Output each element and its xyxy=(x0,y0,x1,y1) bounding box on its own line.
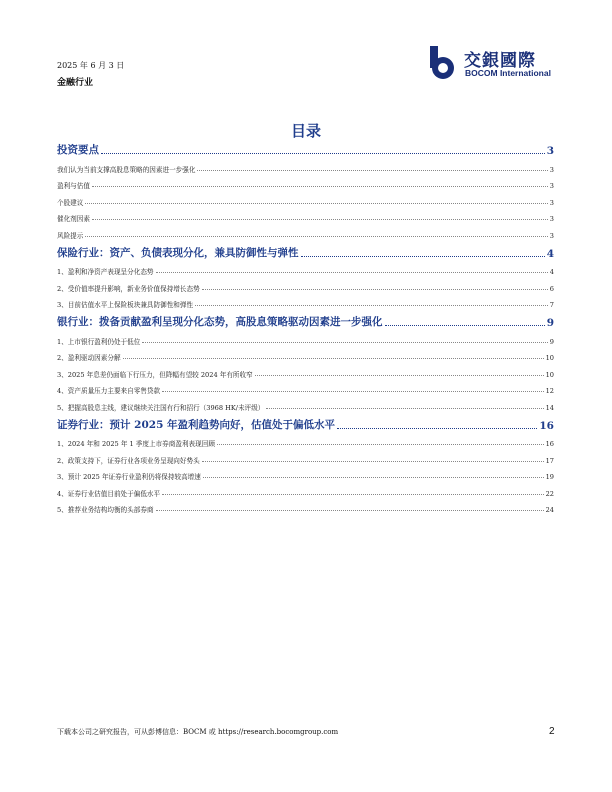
table-of-contents xyxy=(57,137,554,514)
toc-item-title: 1、盈利和净资产表现呈分化态势 xyxy=(57,268,154,276)
toc-section[interactable] xyxy=(57,412,554,432)
toc-page-number: 17 xyxy=(545,456,554,465)
toc-item-title: 5、把握高股息主线，建议继续关注国有行和招行（3968 HK/未评级） xyxy=(57,403,265,412)
toc-leader xyxy=(195,305,548,306)
company-logo xyxy=(428,44,558,80)
toc-leader xyxy=(142,342,547,343)
toc-item-title: 1、2024 年和 2025 年 1 季度上市券商盈利表现回顾 xyxy=(57,440,215,448)
toc-item[interactable] xyxy=(57,395,554,412)
logo-english-name: BOCOM International xyxy=(465,68,551,78)
toc-item-title: 2、政策支持下，证券行业各项业务呈现向好势头 xyxy=(57,456,200,465)
toc-page-number: 24 xyxy=(545,506,554,514)
report-date: 2025 年 6 月 3 日 xyxy=(57,61,125,70)
toc-item[interactable] xyxy=(57,223,554,240)
toc-section-title: 银行业：拨备贡献盈利呈现分化态势，高股息策略驱动因素进一步强化 xyxy=(57,316,383,328)
toc-page-number: 3 xyxy=(549,182,554,190)
toc-item[interactable] xyxy=(57,190,554,207)
toc-item[interactable] xyxy=(57,157,554,174)
toc-item-title: 3、2025 年息差仍面临下行压力，但降幅有望较 2024 年有所收窄 xyxy=(57,370,253,379)
toc-item-title: 3、目前估值水平上保险板块兼具防御性和弹性 xyxy=(57,301,194,309)
toc-page-number: 22 xyxy=(545,489,554,498)
toc-item-title: 4、证券行业估值目前处于偏低水平 xyxy=(57,489,161,498)
toc-leader xyxy=(156,510,544,511)
toc-leader xyxy=(101,153,545,154)
toc-page-number: 9 xyxy=(549,337,554,346)
toc-page-number: 10 xyxy=(545,354,554,362)
toc-page-number: 3 xyxy=(549,165,554,174)
toc-leader xyxy=(197,170,547,171)
toc-item-title: 我们认为当前支撑高股息策略的因素进一步强化 xyxy=(57,165,196,174)
toc-item[interactable] xyxy=(57,481,554,498)
toc-leader xyxy=(92,219,548,220)
toc-item[interactable] xyxy=(57,293,554,310)
toc-section[interactable] xyxy=(57,309,554,329)
toc-page-number: 3 xyxy=(549,231,554,240)
toc-leader xyxy=(162,391,544,392)
toc-item-title: 盈利与估值 xyxy=(57,182,90,190)
toc-item[interactable] xyxy=(57,346,554,363)
toc-item[interactable] xyxy=(57,379,554,396)
bocom-logo-icon xyxy=(428,44,460,80)
toc-page-number: 3 xyxy=(546,145,554,157)
toc-page-number: 4 xyxy=(549,268,554,276)
toc-item[interactable] xyxy=(57,432,554,449)
page-number: 2 xyxy=(549,726,555,737)
toc-leader xyxy=(202,289,548,290)
toc-section-title: 投资要点 xyxy=(57,144,99,156)
logo-chinese-name: 交銀國際 xyxy=(464,51,536,71)
toc-leader xyxy=(85,203,547,204)
toc-item[interactable] xyxy=(57,174,554,191)
sector-label: 金融行业 xyxy=(57,78,94,88)
toc-item-title: 1、上市银行盈利仍处于低位 xyxy=(57,337,141,346)
toc-page-number: 16 xyxy=(539,419,554,432)
toc-leader xyxy=(255,375,544,376)
toc-section[interactable] xyxy=(57,137,554,157)
toc-item-title: 5、推荐业务结构均衡的头部券商 xyxy=(57,506,154,514)
toc-leader xyxy=(337,428,537,429)
toc-leader xyxy=(202,461,544,462)
toc-item-title: 2、盈利驱动因素分解 xyxy=(57,354,121,362)
toc-item-title: 3、预计 2025 年证券行业盈利仍将保持较高增速 xyxy=(57,473,201,481)
toc-leader xyxy=(301,256,545,257)
toc-leader xyxy=(92,186,548,187)
toc-item[interactable] xyxy=(57,207,554,224)
toc-page-number: 4 xyxy=(546,247,554,260)
toc-page-number: 12 xyxy=(545,387,554,395)
toc-page-number: 10 xyxy=(545,370,554,379)
toc-item[interactable] xyxy=(57,362,554,379)
toc-page-number: 6 xyxy=(549,284,554,293)
toc-item-title: 个股建议 xyxy=(57,198,84,207)
toc-section-title: 保险行业：资产、负债表现分化，兼具防御性与弹性 xyxy=(57,246,299,259)
toc-page-number: 16 xyxy=(545,440,554,448)
toc-title: 目录 xyxy=(290,122,321,140)
toc-page-number: 9 xyxy=(546,317,554,329)
toc-item[interactable] xyxy=(57,448,554,465)
toc-leader xyxy=(266,408,543,409)
toc-page-number: 14 xyxy=(545,403,554,412)
toc-leader xyxy=(162,494,544,495)
toc-item-title: 风险提示 xyxy=(57,231,84,240)
toc-section-title: 证券行业：预计 2025 年盈利趋势向好，估值处于偏低水平 xyxy=(57,418,336,431)
toc-leader xyxy=(385,325,545,326)
toc-leader xyxy=(203,477,544,478)
toc-item[interactable] xyxy=(57,276,554,293)
toc-leader xyxy=(123,358,544,359)
toc-leader xyxy=(217,444,544,445)
toc-page-number: 3 xyxy=(549,198,554,207)
toc-item[interactable] xyxy=(57,498,554,515)
toc-page-number: 7 xyxy=(549,301,554,309)
toc-leader xyxy=(156,272,548,273)
toc-item-title: 2、受价值率提升影响，新业务价值保持增长态势 xyxy=(57,284,200,293)
toc-item[interactable] xyxy=(57,260,554,277)
toc-leader xyxy=(85,236,547,237)
toc-item-title: 4、资产质量压力主要来自零售贷款 xyxy=(57,387,161,395)
toc-page-number: 19 xyxy=(545,473,554,481)
toc-item-title: 催化剂因素 xyxy=(57,215,90,223)
toc-item[interactable] xyxy=(57,465,554,482)
toc-page-number: 3 xyxy=(549,215,554,223)
toc-section[interactable] xyxy=(57,240,554,260)
toc-item[interactable] xyxy=(57,329,554,346)
footer-download-note: 下载本公司之研究报告，可从彭博信息：BOCM 或 https://research.bocomgroup.com xyxy=(57,728,339,736)
